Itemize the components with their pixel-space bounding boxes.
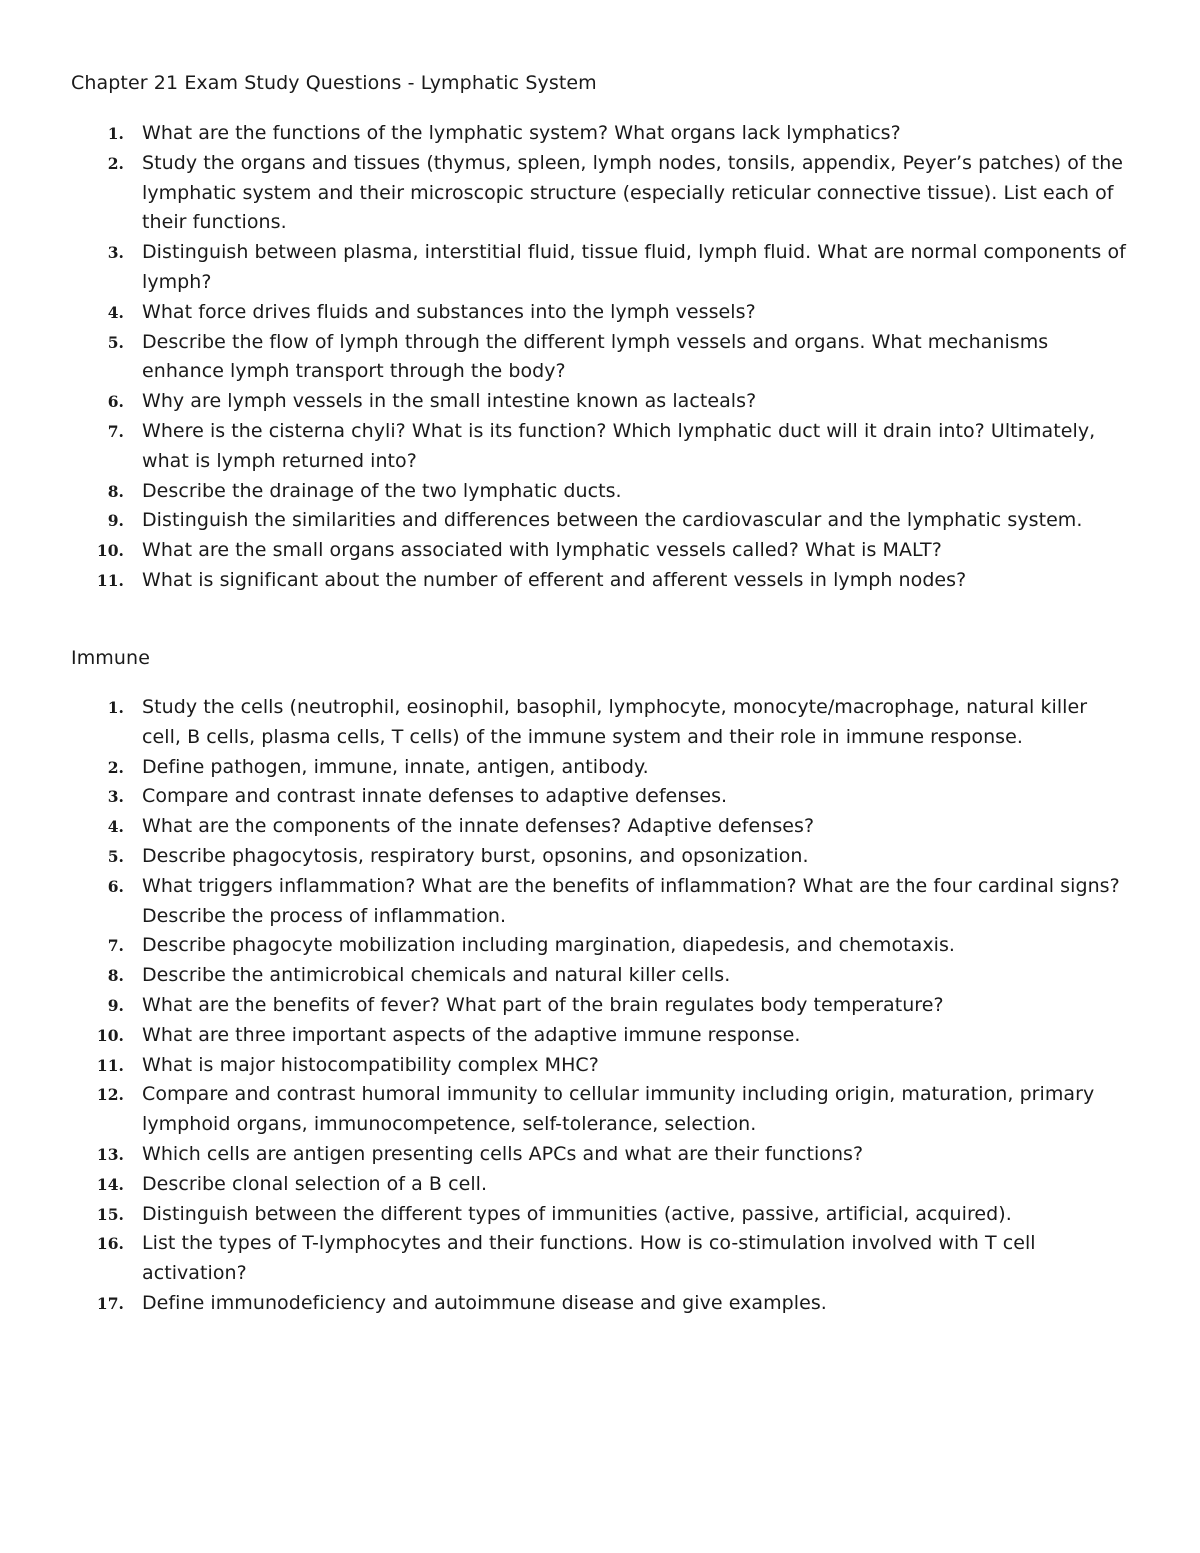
item-number: 12.	[96, 1085, 124, 1105]
list-item	[0, 298, 1132, 328]
question-text: Which cells are antigen presenting cells APCs and what are their functions?	[142, 1142, 864, 1165]
list-item	[0, 1170, 1132, 1200]
item-number: 1.	[107, 124, 124, 143]
immune-question-list	[0, 693, 1200, 1319]
list-item	[0, 238, 1132, 298]
list-item	[0, 931, 1132, 961]
list-item	[0, 812, 1132, 842]
question-text: Distinguish the similarities and differences between the cardiovascular and the lymphatic system.	[142, 509, 1083, 532]
question-text: What are three important aspects of the adaptive immune response.	[142, 1023, 801, 1046]
item-number: 15.	[96, 1204, 124, 1224]
section-heading-immune: Immune	[71, 647, 150, 669]
question-text: Describe the flow of lymph through the different lymph vessels and organs. What mechanisms enhance lymph transport through the body?	[142, 330, 1049, 383]
lymphatic-question-list	[0, 119, 1200, 596]
item-number: 4.	[107, 817, 124, 837]
item-number: 10.	[96, 541, 124, 561]
list-item	[0, 1080, 1132, 1140]
item-number: 17.	[96, 1293, 124, 1313]
list-item	[0, 1229, 1132, 1289]
question-text: Describe the antimicrobical chemicals and natural killer cells.	[142, 964, 731, 987]
question-text: What is significant about the number of efferent and afferent vessels in lymph nodes?	[142, 568, 967, 591]
item-number: 5.	[107, 332, 124, 352]
list-item	[0, 872, 1132, 932]
question-text: Why are lymph vessels in the small intestine known as lacteals?	[142, 390, 757, 413]
item-number: 3.	[107, 243, 124, 263]
question-text: Define pathogen, immune, innate, antigen, antibody.	[142, 755, 649, 778]
question-text: What are the small organs associated with lymphatic vessels called? What is MALT?	[142, 539, 942, 562]
item-number: 9.	[107, 995, 124, 1015]
item-number: 8.	[107, 481, 124, 501]
item-number: 1.	[107, 698, 124, 717]
list-item	[0, 842, 1132, 872]
question-text: Define immunodeficiency and autoimmune disease and give examples.	[142, 1291, 827, 1314]
item-number: 8.	[107, 966, 124, 986]
item-number: 2.	[107, 757, 124, 777]
question-text: Describe the drainage of the two lymphatic ducts.	[142, 479, 622, 502]
list-item	[0, 328, 1132, 388]
item-number: 2.	[107, 153, 124, 173]
item-number: 7.	[107, 936, 124, 956]
list-item	[0, 1140, 1132, 1170]
question-text: What are the benefits of fever? What part of the brain regulates body temperature?	[142, 993, 944, 1016]
question-text: Describe phagocyte mobilization including margination, diapedesis, and chemotaxis.	[142, 934, 956, 957]
question-text: What is major histocompatibility complex MHC?	[142, 1053, 599, 1076]
list-item	[0, 1051, 1132, 1081]
item-number: 10.	[96, 1025, 124, 1045]
question-text: Compare and contrast humoral immunity to cellular immunity including origin, maturation, primary lymphoid organs, immunocompetence, self-tolerance, selection.	[142, 1083, 1095, 1136]
list-item	[0, 961, 1132, 991]
item-number: 3.	[107, 787, 124, 807]
list-item	[0, 1200, 1132, 1230]
question-text: What force drives fluids and substances into the lymph vessels?	[142, 300, 756, 323]
item-number: 11.	[96, 1055, 124, 1075]
item-number: 14.	[96, 1174, 124, 1194]
question-text: What are the components of the innate defenses? Adaptive defenses?	[142, 815, 815, 838]
list-item	[0, 782, 1132, 812]
list-item	[0, 149, 1132, 238]
item-number: 4.	[107, 302, 124, 322]
list-item	[0, 693, 1132, 753]
list-item	[0, 536, 1132, 566]
question-text: Describe phagocytosis, respiratory burst, opsonins, and opsonization.	[142, 844, 809, 867]
item-number: 13.	[96, 1144, 124, 1164]
list-item	[0, 566, 1132, 596]
question-text: What triggers inflammation? What are the benefits of inflammation? What are the four cardinal signs? Describe the process of inflammation.	[142, 874, 1120, 927]
question-text: Compare and contrast innate defenses to adaptive defenses.	[142, 785, 728, 808]
item-number: 9.	[107, 511, 124, 531]
list-item	[0, 1021, 1132, 1051]
question-text: Where is the cisterna chyli? What is its function? Which lymphatic duct will it drain into? Ultimately, what is lymph returned into?	[142, 419, 1096, 472]
item-number: 6.	[107, 392, 124, 412]
item-number: 11.	[96, 570, 124, 590]
list-item	[0, 506, 1132, 536]
question-text: Describe clonal selection of a B cell.	[142, 1172, 488, 1195]
list-item	[0, 753, 1132, 783]
question-text: Distinguish between plasma, interstitial fluid, tissue fluid, lymph fluid. What are normal components of lymph?	[142, 241, 1126, 293]
item-number: 6.	[107, 876, 124, 896]
question-text: Study the cells (neutrophil, eosinophil, basophil, lymphocyte, monocyte/macrophage, natural killer cell, B cells, plasma cells, T cells) of the immune system and their role in immune response.	[142, 696, 1088, 748]
item-number: 7.	[107, 421, 124, 441]
question-text: What are the functions of the lymphatic system? What organs lack lymphatics?	[142, 122, 901, 144]
list-item	[0, 477, 1132, 507]
list-item	[0, 387, 1132, 417]
question-text: Distinguish between the different types of immunities (active, passive, artificial, acquired).	[142, 1202, 1012, 1225]
item-number: 5.	[107, 846, 124, 866]
page-title: Chapter 21 Exam Study Questions - Lymphatic System	[71, 72, 597, 94]
list-item	[0, 991, 1132, 1021]
question-text: Study the organs and tissues (thymus, spleen, lymph nodes, tonsils, appendix, Peyer’s patches) of the lymphatic system and their microscopic structure (especially reticular connective tissue). List each of their functions.	[142, 151, 1124, 234]
list-item	[0, 417, 1132, 477]
list-item	[0, 1289, 1132, 1319]
list-item	[0, 119, 1132, 149]
question-text: List the types of T-lymphocytes and their functions. How is co-stimulation involved with T cell activation?	[142, 1232, 1036, 1285]
item-number: 16.	[96, 1234, 124, 1254]
